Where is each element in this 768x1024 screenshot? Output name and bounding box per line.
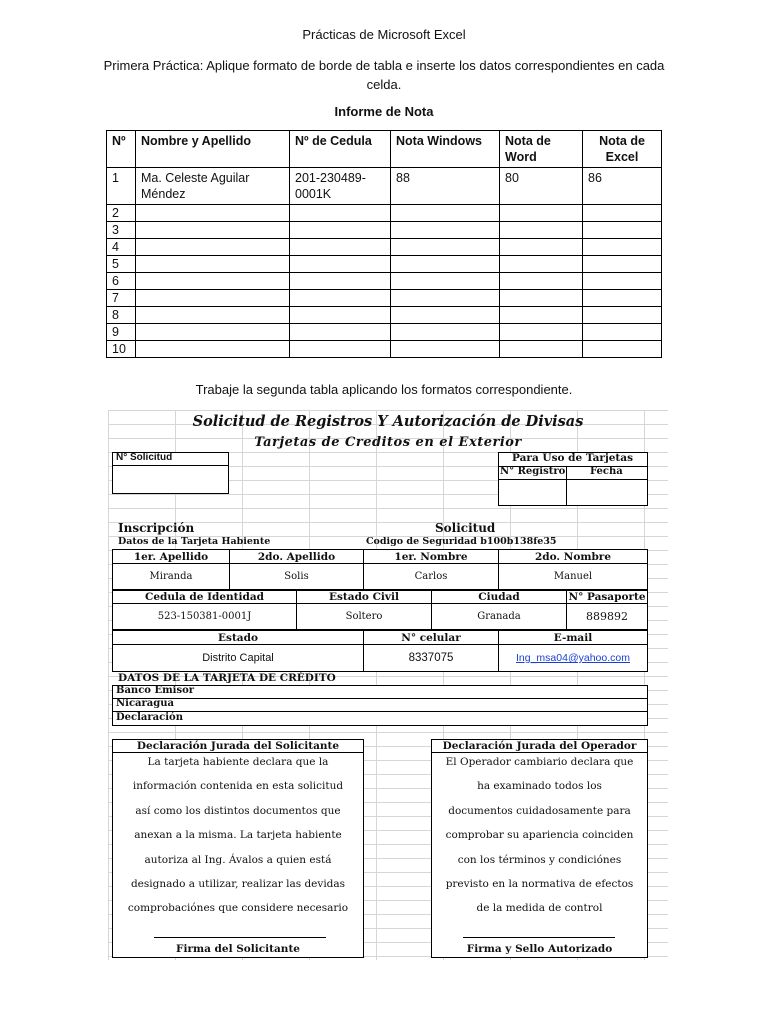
row-number: 6: [107, 273, 136, 290]
state-value: Distrito Capital: [112, 644, 364, 672]
solicitud-number-label: N° Solicitud: [116, 452, 173, 463]
declaration-line: autoriza al Ing. Ávalos a quien está: [144, 853, 332, 866]
declaration-line: así como los distintos documentos que: [135, 804, 341, 817]
credit-card-data-heading: DATOS DE LA TARJETA DE CRÉDITO: [118, 672, 336, 684]
row-number: 8: [107, 307, 136, 324]
first-surname-header: 1er. Apellido: [112, 549, 230, 564]
table-row: [107, 168, 662, 205]
applicant-signature-line: [154, 937, 326, 938]
first-surname-value: Miranda: [112, 563, 230, 590]
cellphone-value: 8337075: [363, 644, 499, 672]
marital-status-value: Soltero: [296, 603, 432, 630]
row-number: 10: [107, 341, 136, 358]
row-number: 4: [107, 239, 136, 256]
row-number: 3: [107, 222, 136, 239]
second-instruction: Trabaje la segunda tabla aplicando los formatos correspondiente.: [195, 382, 573, 397]
row-number: 5: [107, 256, 136, 273]
card-use-label: Para Uso de Tarjetas: [512, 452, 634, 464]
operator-declaration-title: Declaración Jurada del Operador: [442, 740, 637, 752]
table-row: [107, 307, 662, 324]
declaration-line: ha examinado todos los: [477, 780, 602, 793]
second-name-header: 2do. Nombre: [498, 549, 648, 564]
row-number: 9: [107, 324, 136, 341]
applicant-declaration-title: Declaración Jurada del Solicitante: [136, 740, 340, 752]
registro-field[interactable]: [498, 479, 567, 506]
column-header: Nota de Excel: [583, 131, 662, 168]
table-cell: 80: [500, 168, 583, 205]
email-cell: [498, 644, 648, 672]
first-name-header: 1er. Nombre: [363, 549, 499, 564]
column-header: Nombre y Apellido: [136, 131, 290, 168]
form-title: Solicitud de Registros Y Autorización de Divisas: [192, 413, 584, 430]
operator-signature-line: [463, 937, 615, 938]
row-number: 7: [107, 290, 136, 307]
city-header: Ciudad: [431, 590, 567, 604]
security-code-label: Codigo de Seguridad b100b138fe35: [366, 536, 557, 547]
operator-signature-label: Firma y Sello Autorizado: [466, 943, 613, 955]
credit-form-sheet: [108, 410, 668, 960]
operator-declaration-text: [433, 750, 646, 921]
declaration-line: con los términos y condiciónes: [457, 853, 622, 866]
country-label: Nicaragua: [116, 698, 174, 709]
declaration-line: documentos cuidadosamente para: [448, 804, 631, 817]
table-row: [107, 273, 662, 290]
grades-table: [106, 130, 662, 358]
column-header: Nota de Word: [500, 131, 583, 168]
table-cell: 88: [391, 168, 500, 205]
applicant-signature-label: Firma del Solicitante: [176, 943, 300, 955]
email-link[interactable]: Ing_msa04@yahoo.com: [516, 652, 630, 664]
table-cell: 1: [107, 168, 136, 205]
practice-instruction: Primera Práctica: Aplique formato de borde de tabla e inserte los datos correspondientes en cada celda.: [103, 58, 665, 92]
row-number: 2: [107, 205, 136, 222]
form-subtitle: Tarjetas de Creditos en el Exterior: [254, 435, 522, 450]
column-header: Nº de Cedula: [290, 131, 391, 168]
declaration-line: de la medida de control: [476, 902, 603, 915]
table-row: [107, 205, 662, 222]
declaration-line: La tarjeta habiente declara que la: [147, 756, 329, 768]
fecha-label: Fecha: [590, 466, 623, 477]
declaration-label: Declaración: [116, 712, 183, 723]
declaration-line: previsto en la normativa de efectos: [445, 878, 634, 891]
second-name-value: Manuel: [498, 563, 648, 590]
email-header: E-mail: [498, 630, 648, 645]
table-header-row: [107, 131, 662, 168]
second-surname-header: 2do. Apellido: [229, 549, 364, 564]
table-row: [107, 256, 662, 273]
declaration-line: comprobaciónes que considere necesario: [127, 902, 349, 915]
fecha-field[interactable]: [566, 479, 648, 506]
declaration-line: comprobar su apariencia coinciden: [445, 829, 634, 842]
column-header: Nº: [107, 131, 136, 168]
issuing-bank-label: Banco Emisor: [116, 685, 195, 696]
grades-table-caption: Informe de Nota: [334, 104, 434, 119]
applicant-declaration-text: [114, 750, 362, 921]
table-row: [107, 324, 662, 341]
table-row: [107, 239, 662, 256]
table-row: [107, 341, 662, 358]
second-surname-value: Solis: [229, 563, 364, 590]
inscripcion-heading: Inscripción: [118, 521, 195, 535]
column-header: Nota Windows: [391, 131, 500, 168]
document-title: Prácticas de Microsoft Excel: [302, 27, 466, 42]
table-row: [107, 222, 662, 239]
table-row: [107, 290, 662, 307]
declaration-line: El Operador cambiario declara que: [445, 756, 634, 768]
first-name-value: Carlos: [363, 563, 499, 590]
cellphone-header: N° celular: [363, 630, 499, 645]
id-card-value: 523-150381-0001J: [112, 603, 297, 630]
table-cell: Ma. Celeste Aguilar Méndez: [136, 168, 290, 205]
city-value: Granada: [431, 603, 567, 630]
id-card-header: Cedula de Identidad: [112, 590, 297, 604]
state-header: Estado: [112, 630, 364, 645]
solicitud-heading: Solicitud: [435, 521, 496, 535]
declaration-line: designado a utilizar, realizar las devidas: [130, 878, 346, 891]
registro-label: N° Registro: [500, 466, 566, 477]
passport-header: N° Pasaporte: [566, 590, 648, 604]
table-cell: 86: [583, 168, 662, 205]
table-cell: 201-230489-0001K: [290, 168, 391, 205]
declaration-line: anexan a la misma. La tarjeta habiente: [134, 829, 342, 842]
marital-status-header: Estado Civil: [296, 590, 432, 604]
passport-value: 889892: [566, 603, 648, 630]
declaration-line: información contenida en esta solicitud: [132, 780, 344, 793]
solicitud-number-field[interactable]: [112, 465, 229, 494]
cardholder-data-label: Datos de la Tarjeta Habiente: [118, 536, 271, 547]
